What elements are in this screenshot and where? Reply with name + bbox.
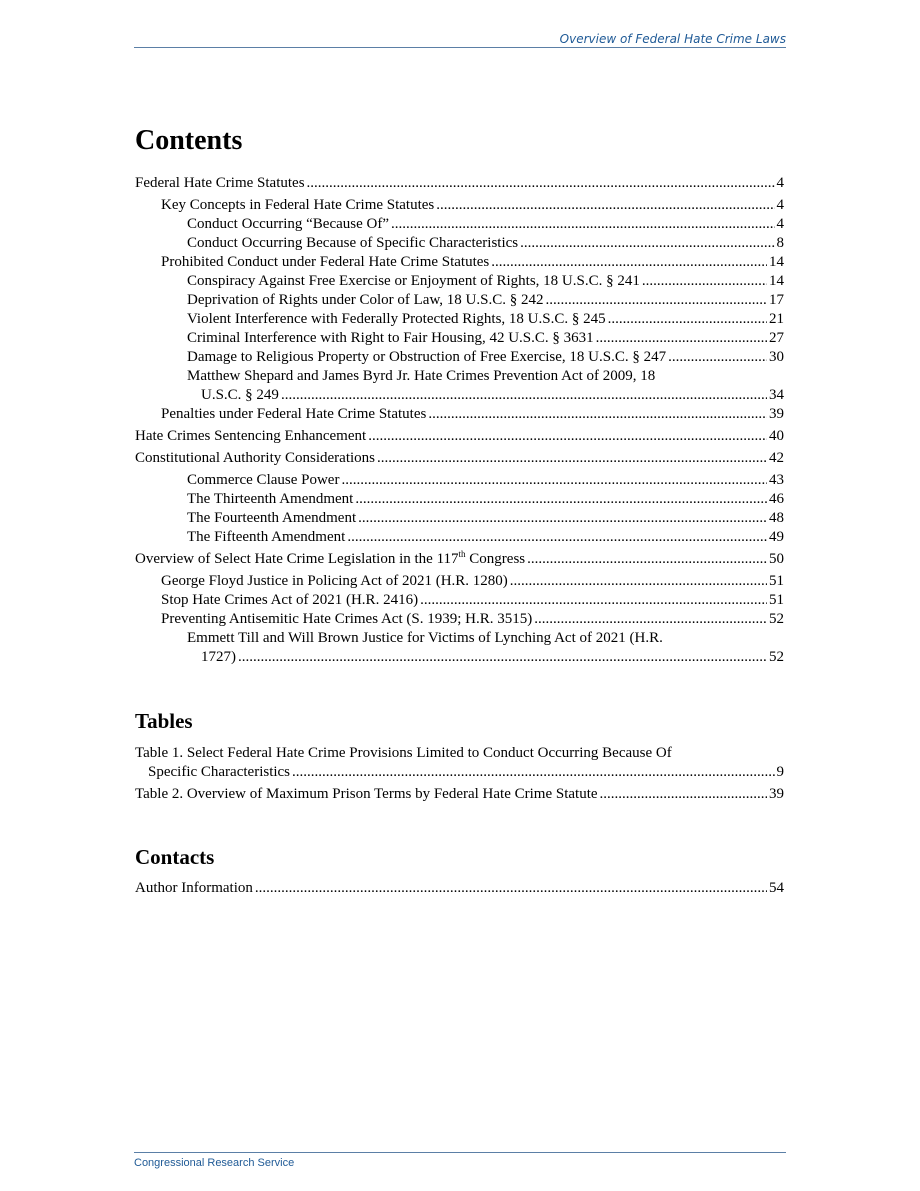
toc-entry-page: 54 xyxy=(769,880,784,896)
toc-leader-dots xyxy=(642,272,767,291)
toc-entry-title-line1: Table 1. Select Federal Hate Crime Provisions Limited to Conduct Occurring Because Of xyxy=(135,745,672,761)
toc-entry-commerce-clause[interactable] xyxy=(135,471,784,490)
toc-entry-title xyxy=(135,550,525,569)
running-header-title: Overview of Federal Hate Crime Laws xyxy=(559,32,786,46)
toc-leader-dots xyxy=(534,610,767,629)
toc-entry-title: Table 2. Overview of Maximum Prison Terms by Federal Hate Crime Statute xyxy=(135,786,598,802)
toc-entry-title: George Floyd Justice in Policing Act of 2021 (H.R. 1280) xyxy=(161,573,508,589)
toc-entry-antisemitic-hate-crimes-act[interactable] xyxy=(135,610,784,629)
toc-leader-dots xyxy=(307,174,775,193)
toc-leader-dots xyxy=(608,310,767,329)
toc-entry-religious-property-247[interactable] xyxy=(135,348,784,367)
toc-entry-title-text-end: Congress xyxy=(465,551,526,567)
toc-leader-dots xyxy=(546,291,768,310)
toc-entry-constitutional-authority[interactable] xyxy=(135,449,784,468)
toc-entry-page: 4 xyxy=(776,216,784,232)
toc-entry-conduct-because-of[interactable] xyxy=(135,215,784,234)
toc-entry-title-line2: Specific Characteristics xyxy=(148,764,291,780)
toc-entry-table-1[interactable] xyxy=(135,744,784,782)
toc-entry-page: 27 xyxy=(769,330,784,346)
toc-entry-page: 4 xyxy=(776,197,784,213)
toc-leader-dots xyxy=(355,490,767,509)
toc-entry-thirteenth-amendment[interactable] xyxy=(135,490,784,509)
toc-entry-page: 50 xyxy=(769,551,784,567)
toc-entry-title: Commerce Clause Power xyxy=(187,472,340,488)
toc-leader-dots xyxy=(596,329,767,348)
contacts-heading: Contacts xyxy=(135,845,215,869)
toc-entry-title: The Fifteenth Amendment xyxy=(187,529,346,545)
toc-entry-federal-hate-crime-statutes[interactable] xyxy=(135,174,784,193)
toc-leader-dots xyxy=(391,215,774,234)
toc-entry-author-information[interactable] xyxy=(135,879,784,898)
toc-leader-dots xyxy=(436,196,774,215)
toc-entry-page: 14 xyxy=(769,254,784,270)
toc-entry-page: 43 xyxy=(769,472,784,488)
toc-entry-title: Hate Crimes Sentencing Enhancement xyxy=(135,428,367,444)
running-footer xyxy=(134,1152,786,1170)
toc-entry-title: Preventing Antisemitic Hate Crimes Act (S. 1939; H.R. 3515) xyxy=(161,611,533,627)
footer-publisher: Congressional Research Service xyxy=(134,1157,295,1169)
toc-entry-page: 52 xyxy=(769,611,784,627)
ordinal-suffix: th xyxy=(458,550,466,559)
toc-entry-page: 39 xyxy=(769,406,784,422)
toc-entry-title: Federal Hate Crime Statutes xyxy=(135,175,305,191)
toc-entry-title: Prohibited Conduct under Federal Hate Crime Statutes xyxy=(161,254,490,270)
toc-entry-page: 49 xyxy=(769,529,784,545)
running-header xyxy=(134,31,786,48)
toc-entry-page: 39 xyxy=(769,786,784,802)
toc-leader-dots xyxy=(491,253,767,272)
toc-entry-key-concepts[interactable] xyxy=(135,196,784,215)
toc-leader-dots xyxy=(510,572,767,591)
toc-entry-title-line1: Matthew Shepard and James Byrd Jr. Hate Crimes Prevention Act of 2009, 18 xyxy=(187,368,656,384)
toc-leader-dots xyxy=(520,234,774,253)
toc-entry-page: 9 xyxy=(776,764,784,780)
toc-entry-title: Constitutional Authority Considerations xyxy=(135,450,375,466)
toc-entry-table-2[interactable] xyxy=(135,785,784,804)
toc-entry-page: 17 xyxy=(769,292,784,308)
toc-entry-conduct-specific-characteristics[interactable] xyxy=(135,234,784,253)
toc-entry-page: 21 xyxy=(769,311,784,327)
toc-entry-title: Conduct Occurring “Because Of” xyxy=(187,216,390,232)
toc-entry-sentencing-enhancement[interactable] xyxy=(135,427,784,446)
toc-leader-dots xyxy=(281,386,767,405)
toc-entry-page: 4 xyxy=(776,175,784,191)
toc-entry-title-line2: 1727) xyxy=(201,649,236,665)
toc-leader-dots xyxy=(428,405,767,424)
toc-entry-title: Violent Interference with Federally Protected Rights, 18 U.S.C. § 245 xyxy=(187,311,606,327)
toc-entry-continuation xyxy=(135,763,784,782)
toc-entry-page: 48 xyxy=(769,510,784,526)
toc-entry-emmett-till-act[interactable] xyxy=(135,629,784,667)
contacts-list xyxy=(135,879,784,898)
toc-entry-select-legislation-117th[interactable] xyxy=(135,550,784,569)
toc-leader-dots xyxy=(238,648,767,667)
toc-entry-title: Author Information xyxy=(135,880,253,896)
toc-entry-shepard-byrd-249[interactable] xyxy=(135,367,784,405)
toc-entry-george-floyd-act[interactable] xyxy=(135,572,784,591)
tables-heading: Tables xyxy=(135,709,193,733)
toc-entry-page: 34 xyxy=(769,387,784,403)
toc-leader-dots xyxy=(668,348,767,367)
toc-entry-page: 40 xyxy=(769,428,784,444)
toc-leader-dots xyxy=(341,471,767,490)
toc-entry-stop-hate-crimes-act[interactable] xyxy=(135,591,784,610)
toc-leader-dots xyxy=(527,550,767,569)
toc-entry-page: 30 xyxy=(769,349,784,365)
toc-leader-dots xyxy=(358,509,767,528)
toc-entry-page: 46 xyxy=(769,491,784,507)
contents-list xyxy=(135,174,784,667)
toc-entry-fourteenth-amendment[interactable] xyxy=(135,509,784,528)
toc-entry-prohibited-conduct[interactable] xyxy=(135,253,784,272)
toc-leader-dots xyxy=(255,879,767,898)
toc-entry-page: 8 xyxy=(776,235,784,251)
toc-leader-dots xyxy=(292,763,774,782)
toc-entry-page: 42 xyxy=(769,450,784,466)
toc-entry-title: The Thirteenth Amendment xyxy=(187,491,354,507)
toc-entry-title: Stop Hate Crimes Act of 2021 (H.R. 2416) xyxy=(161,592,419,608)
toc-leader-dots xyxy=(420,591,767,610)
toc-entry-violent-interference-245[interactable] xyxy=(135,310,784,329)
toc-entry-title-text: Overview of Select Hate Crime Legislation in the 117 xyxy=(135,551,459,567)
toc-entry-penalties[interactable] xyxy=(135,405,784,424)
toc-entry-title: Deprivation of Rights under Color of Law, 18 U.S.C. § 242 xyxy=(187,292,544,308)
toc-entry-title-line2: U.S.C. § 249 xyxy=(201,387,279,403)
toc-entry-fifteenth-amendment[interactable] xyxy=(135,528,784,547)
toc-entry-page: 14 xyxy=(769,273,784,289)
toc-leader-dots xyxy=(377,449,767,468)
toc-entry-title: Conduct Occurring Because of Specific Characteristics xyxy=(187,235,519,251)
toc-leader-dots xyxy=(368,427,767,446)
toc-entry-page: 52 xyxy=(769,649,784,665)
toc-entry-title-line1: Emmett Till and Will Brown Justice for Victims of Lynching Act of 2021 (H.R. xyxy=(187,630,663,646)
toc-entry-title: Conspiracy Against Free Exercise or Enjoyment of Rights, 18 U.S.C. § 241 xyxy=(187,273,640,289)
toc-entry-continuation xyxy=(187,648,784,667)
toc-entry-fair-housing-3631[interactable] xyxy=(135,329,784,348)
toc-entry-title: Key Concepts in Federal Hate Crime Statutes xyxy=(161,197,435,213)
toc-leader-dots xyxy=(600,785,767,804)
toc-entry-title: Damage to Religious Property or Obstruction of Free Exercise, 18 U.S.C. § 247 xyxy=(187,349,667,365)
contents-heading: Contents xyxy=(135,125,243,156)
toc-entry-deprivation-242[interactable] xyxy=(135,291,784,310)
toc-entry-title: The Fourteenth Amendment xyxy=(187,510,357,526)
toc-entry-title: Penalties under Federal Hate Crime Statutes xyxy=(161,406,427,422)
toc-entry-page: 51 xyxy=(769,592,784,608)
toc-entry-continuation xyxy=(187,386,784,405)
toc-entry-page: 51 xyxy=(769,573,784,589)
toc-entry-title: Criminal Interference with Right to Fair Housing, 42 U.S.C. § 3631 xyxy=(187,330,594,346)
toc-leader-dots xyxy=(347,528,767,547)
toc-entry-conspiracy-241[interactable] xyxy=(135,272,784,291)
tables-list xyxy=(135,744,784,804)
